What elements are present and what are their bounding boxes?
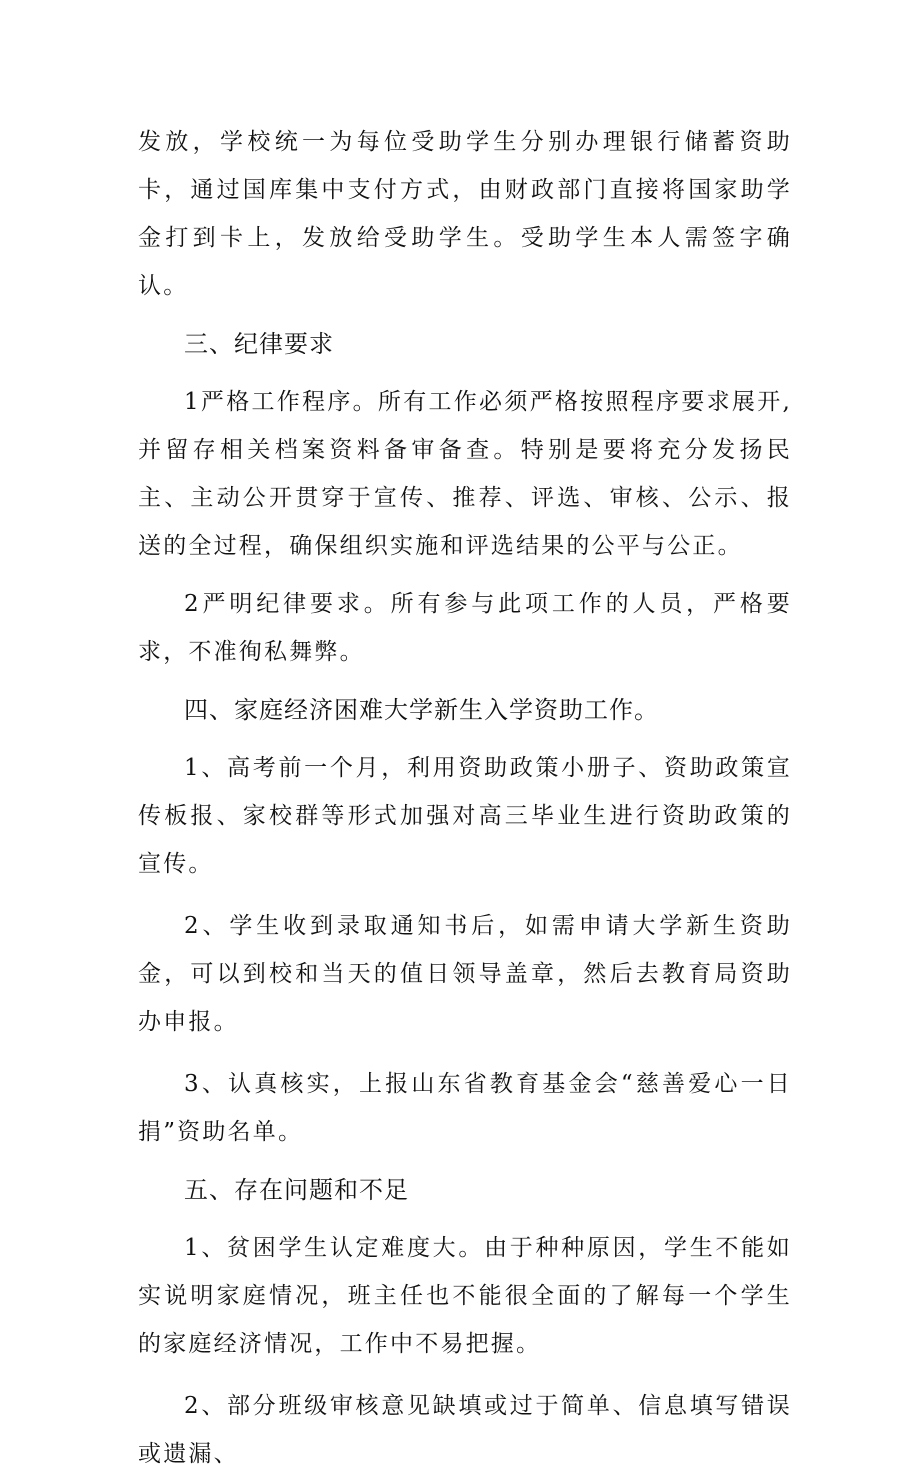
- section-heading-freshman-aid: 四、家庭经济困难大学新生入学资助工作。: [184, 696, 659, 724]
- spacer: [138, 570, 792, 580]
- spacer: [138, 1046, 792, 1060]
- paragraph-publicity: 1、高考前一个月，利用资助政策小册子、资助政策宣传板报、家校群等形式加强对高三毕业生进行资助政策的宣传。: [138, 755, 792, 877]
- paragraph-continuation: 发放，学校统一为每位受助学生分别办理银行储蓄资助卡，通过国库集中支付方式，由财政部门直接将国家助学金打到卡上，发放给受助学生。受助学生本人需签字确认。: [138, 129, 792, 299]
- spacer: [138, 368, 792, 378]
- paragraph-application: 2、学生收到录取通知书后，如需申请大学新生资助金，可以到校和当天的值日领导盖章，然后去教育局资助办申报。: [138, 913, 792, 1035]
- paragraph-procedure: 1严格工作程序。所有工作必须严格按照程序要求展开,并留存相关档案资料备审备查。特别是要将充分发扬民主、主动公开贯穿于宣传、推荐、评选、审核、公示、报送的全过程，确保组织实施和评选结果的公平与公正。: [138, 389, 792, 559]
- spacer: [138, 310, 792, 320]
- spacer: [138, 1214, 792, 1224]
- document-body: [138, 118, 792, 1478]
- paragraph-verification: 3、认真核实，上报山东省教育基金会“慈善爱心一日捐”资助名单。: [138, 1071, 792, 1145]
- section-heading-problems: 五、存在问题和不足: [184, 1176, 409, 1204]
- spacer: [138, 888, 792, 902]
- section-heading-discipline: 三、纪律要求: [184, 330, 334, 358]
- spacer: [138, 734, 792, 744]
- paragraph-discipline: 2严明纪律要求。所有参与此项工作的人员，严格要求，不准徇私舞弊。: [138, 591, 792, 665]
- paragraph-identification-difficulty: 1、贫困学生认定难度大。由于种种原因，学生不能如实说明家庭情况，班主任也不能很全面的了解每一个学生的家庭经济情况，工作中不易把握。: [138, 1235, 792, 1357]
- spacer: [138, 1156, 792, 1166]
- spacer: [138, 676, 792, 686]
- spacer: [138, 1368, 792, 1382]
- paragraph-review-issues: 2、部分班级审核意见缺填或过于简单、信息填写错误或遗漏、: [138, 1393, 792, 1467]
